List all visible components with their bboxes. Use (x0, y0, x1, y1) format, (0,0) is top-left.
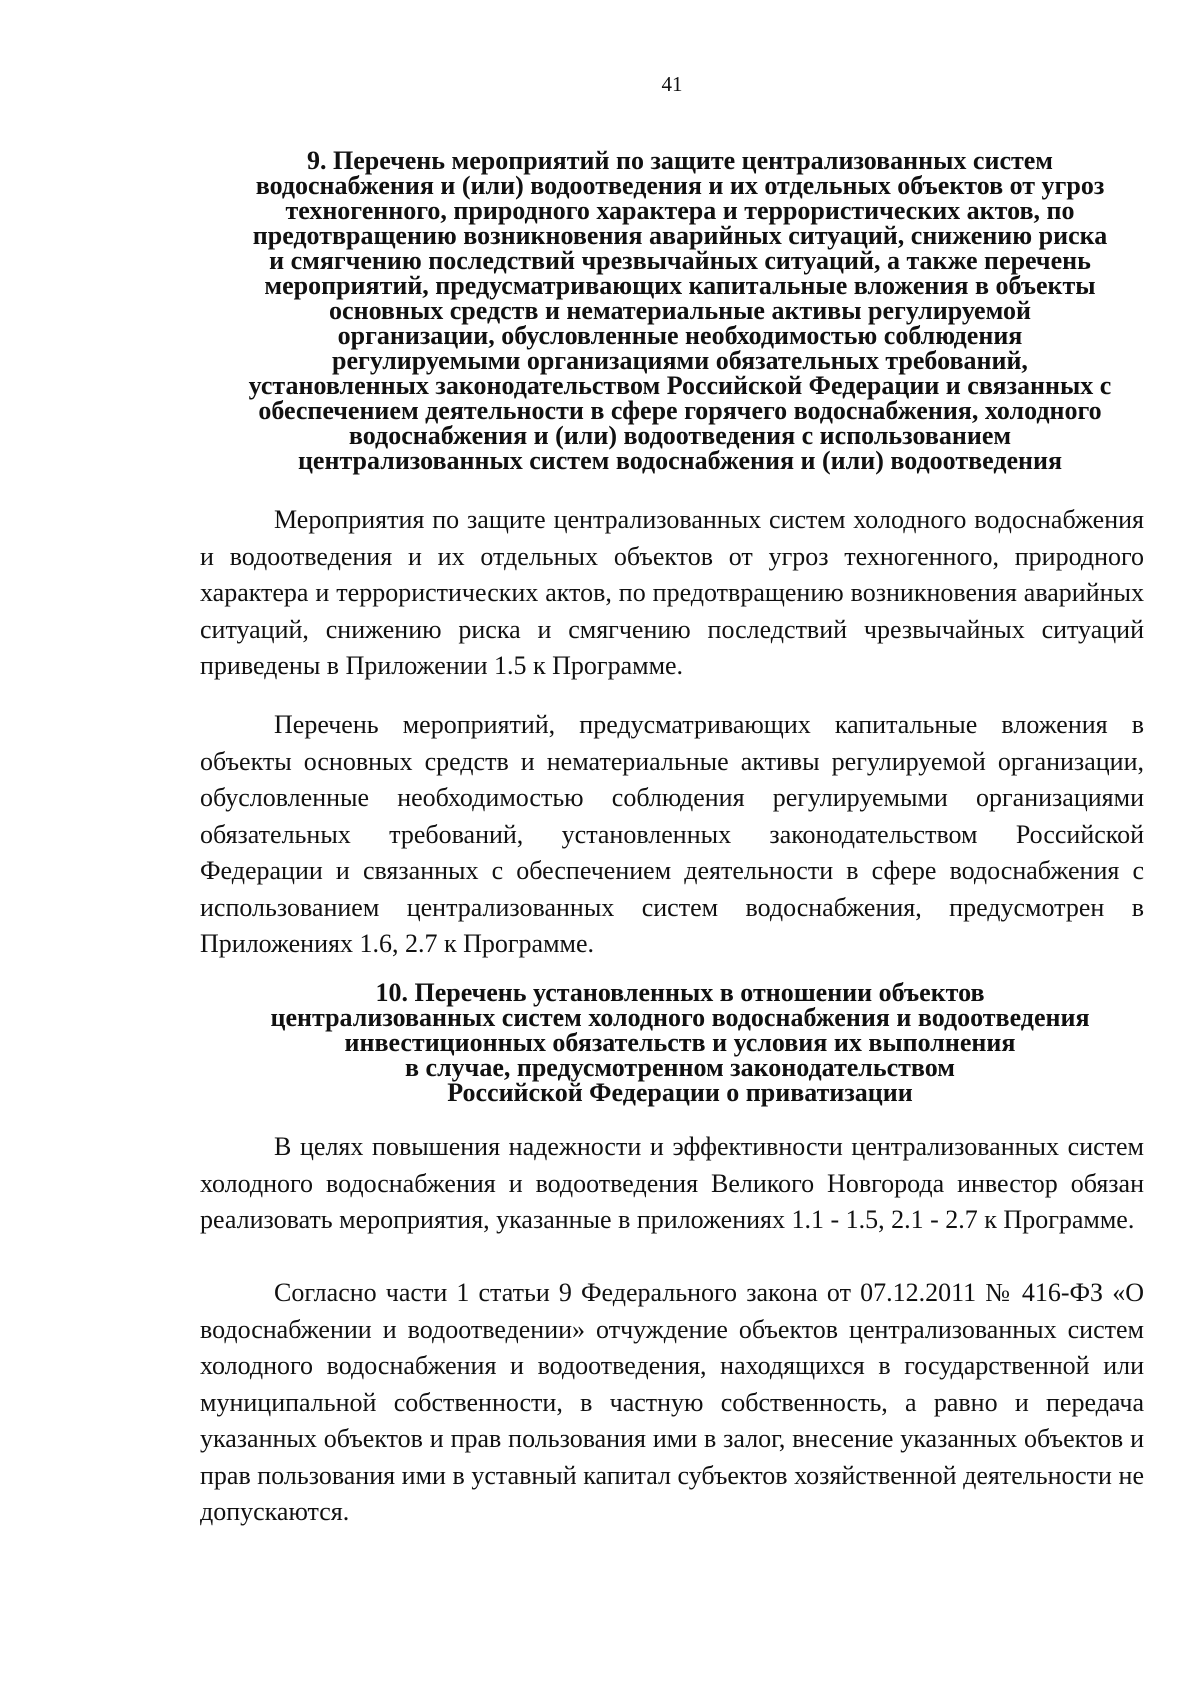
section-10-paragraph-1: В целях повышения надежности и эффективности централизованных систем холодного водоснабжения и водоотведения Великого Новгорода инвестор обязан реализовать мероприятия, указанные в приложениях 1.1 - 1.5, 2.1 - 2.7 к Программе. (200, 1132, 1144, 1234)
section-9-paragraph-2: Перечень мероприятий, предусматривающих капитальные вложения в объекты основных средств и нематериальные активы регулируемой организации, обусловленные необходимостью соблюдения регулируемыми организациями обязательных требований, установленных законодательством Российской Федерации и связанных с обеспечением деятельности в сфере водоснабжения с использованием централизованных систем водоснабжения, предусмотрен в Приложениях 1.6, 2.7 к Программе. (200, 710, 1144, 958)
section-10-heading: 10. Перечень установленных в отношении объектов централизованных систем холодного водоснабжения и водоотведения инвестиционных обязательств и условия их выполнения в случае, предусмотренном законодательством Российской Федерации о приватизации (270, 978, 1090, 1107)
section-10-paragraph-2: Согласно части 1 статьи 9 Федерального закона от 07.12.2011 № 416-ФЗ «О водоснабжении и водоотведении» отчуждение объектов централизованных систем холодного водоснабжения и водоотведения, находящихся в государственной или муниципальной собственности, в частную собственность, а равно и передача указанных объектов и прав пользования ими в залог, внесение указанных объектов и прав пользования ими в уставный капитал субъектов хозяйственной деятельности не допускаются. (200, 1278, 1144, 1526)
section-9-paragraph-1: Мероприятия по защите централизованных систем холодного водоснабжения и водоотведения и их отдельных объектов от угроз техногенного, природного характера и террористических актов, по предотвращению возникновения аварийных ситуаций, снижению риска и смягчению последствий чрезвычайных ситуаций приведены в Приложении 1.5 к Программе. (200, 505, 1144, 680)
page-number: 41 (661, 72, 683, 96)
section-9-heading: 9. Перечень мероприятий по защите централизованных систем водоснабжения и (или) водоотведения и их отдельных объектов от угроз техногенного, природного характера и террористических актов, по предотвращению возникновения аварийных ситуаций, снижению риска и смягчению последствий чрезвычайных ситуаций, а также перечень мероприятий, предусматривающих капитальные вложения в объекты основных средств и нематериальные активы регулируемой организации, обусловленные необходимостью соблюдения регулируемыми организациями обязательных требований, установленных законодательством Российской Федерации и связанных с обеспечением деятельности в сфере горячего водоснабжения, холодного водоснабжения и (или) водоотведения с использованием централизованных систем водоснабжения и (или) водоотведения (248, 146, 1112, 475)
